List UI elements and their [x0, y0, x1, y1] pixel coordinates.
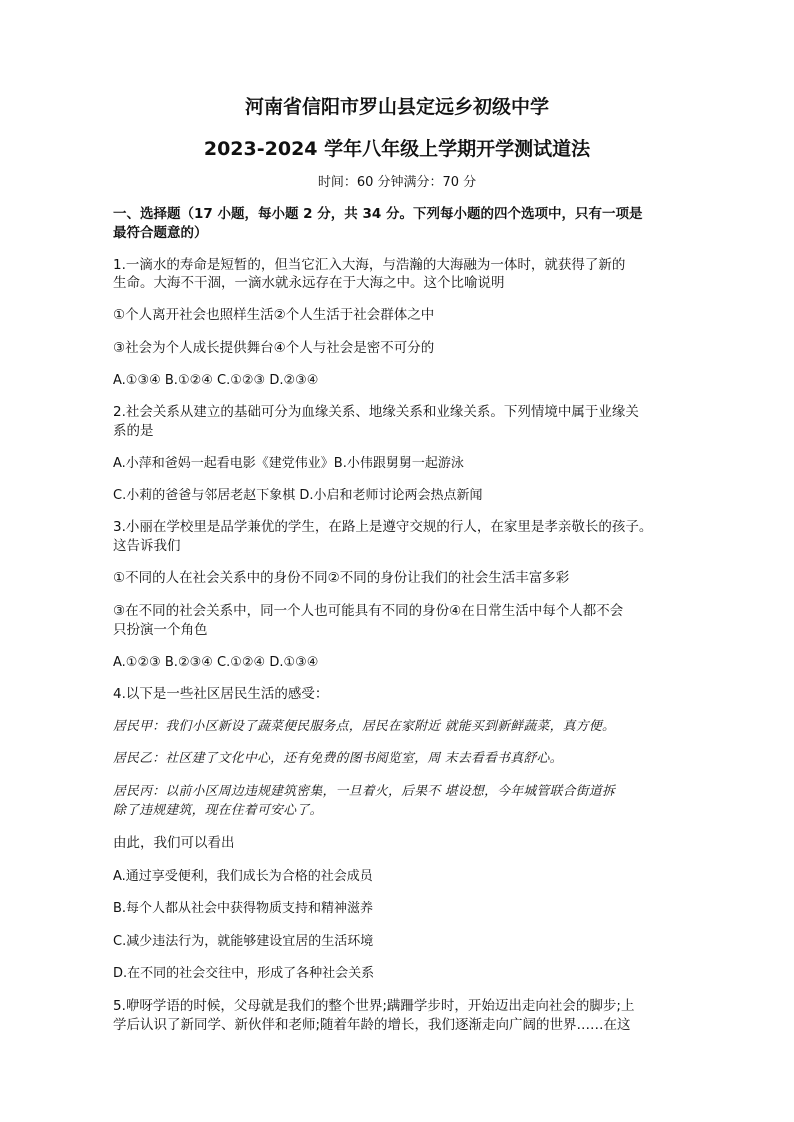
- q4-option-d: D.在不同的社会交往中，形成了各种社会关系: [113, 966, 375, 981]
- q4-resident-bing-line1: 居民丙：以前小区周边违规建筑密集，一旦着火，后果不 堪设想，今年城管联合街道拆: [113, 784, 616, 799]
- q1-item-line2: ③社会为个人成长提供舞台④个人与社会是密不可分的: [113, 340, 435, 356]
- q4-conclusion: 由此，我们可以看出: [113, 835, 235, 851]
- q2-stem-line2: 系的是: [113, 423, 154, 439]
- q1-options: A.①③④ B.①②④ C.①②③ D.②③④: [113, 373, 319, 388]
- q4-stem: 4.以下是一些社区居民生活的感受：: [113, 686, 329, 702]
- exam-title-school: 河南省信阳市罗山县定远乡初级中学: [244, 96, 549, 118]
- q3-item-line2b: 只扮演一个角色: [113, 622, 208, 638]
- q4-option-b: B.每个人都从社会中获得物质支持和精神滋养: [113, 901, 374, 916]
- exam-title-subject: 2023-2024 学年八年级上学期开学测试道法: [203, 138, 591, 160]
- q4-option-a: A.通过享受便利，我们成长为合格的社会成员: [113, 869, 373, 884]
- q5-stem-line1: 5.咿呀学语的时候，父母就是我们的整个世界;蹒跚学步时，开始迈出走向社会的脚步;上: [113, 998, 635, 1014]
- section-heading-line1: 一、选择题（17 小题，每小题 2 分，共 34 分。下列每小题的四个选项中，只有一项是: [113, 206, 643, 222]
- q4-resident-bing-line2: 除了违规建筑，现在住着可安心了。: [113, 803, 323, 818]
- q4-resident-yi: 居民乙：社区建了文化中心，还有免费的图书阅览室，周 末去看看书真舒心。: [113, 751, 563, 766]
- q3-item-line1: ①不同的人在社会关系中的身份不同②不同的身份让我们的社会生活丰富多彩: [113, 570, 570, 586]
- q5-stem-line2: 学后认识了新同学、新伙伴和老师;随着年龄的增长，我们逐渐走向广阔的世界……在这: [113, 1017, 631, 1033]
- q3-item-line2a: ③在不同的社会关系中，同一个人也可能具有不同的身份④在日常生活中每个人都不会: [113, 603, 624, 619]
- exam-time-score: 时间：60 分钟满分：70 分: [317, 175, 477, 190]
- section-heading-line2: 最符合题意的）: [113, 225, 208, 241]
- q4-resident-jia: 居民甲：我们小区新设了蔬菜便民服务点，居民在家附近 就能买到新鲜蔬菜，真方便。: [113, 719, 616, 734]
- q3-stem-line2: 这告诉我们: [113, 538, 181, 554]
- q2-options-ab: A.小萍和爸妈一起看电影《建党伟业》B.小伟跟舅舅一起游泳: [113, 456, 464, 471]
- q2-options-cd: C.小莉的爸爸与邻居老赵下象棋 D.小启和老师讨论两会热点新闻: [113, 488, 483, 503]
- q3-options: A.①②③ B.②③④ C.①②④ D.①③④: [113, 655, 319, 670]
- q1-stem-line1: 1.一滴水的寿命是短暂的，但当它汇入大海，与浩瀚的大海融为一体时，就获得了新的: [113, 257, 626, 273]
- q1-item-line1: ①个人离开社会也照样生活②个人生活于社会群体之中: [113, 307, 435, 323]
- q1-stem-line2: 生命。大海不干涸，一滴水就永远存在于大海之中。这个比喻说明: [113, 275, 505, 291]
- q2-stem-line1: 2.社会关系从建立的基础可分为血缘关系、地缘关系和业缘关系。下列情境中属于业缘关: [113, 404, 639, 420]
- q3-stem-line1: 3.小丽在学校里是品学兼优的学生，在路上是遵守交规的行人，在家里是孝亲敬长的孩子。: [113, 519, 653, 535]
- q4-option-c: C.减少违法行为，就能够建设宜居的生活环境: [113, 934, 374, 949]
